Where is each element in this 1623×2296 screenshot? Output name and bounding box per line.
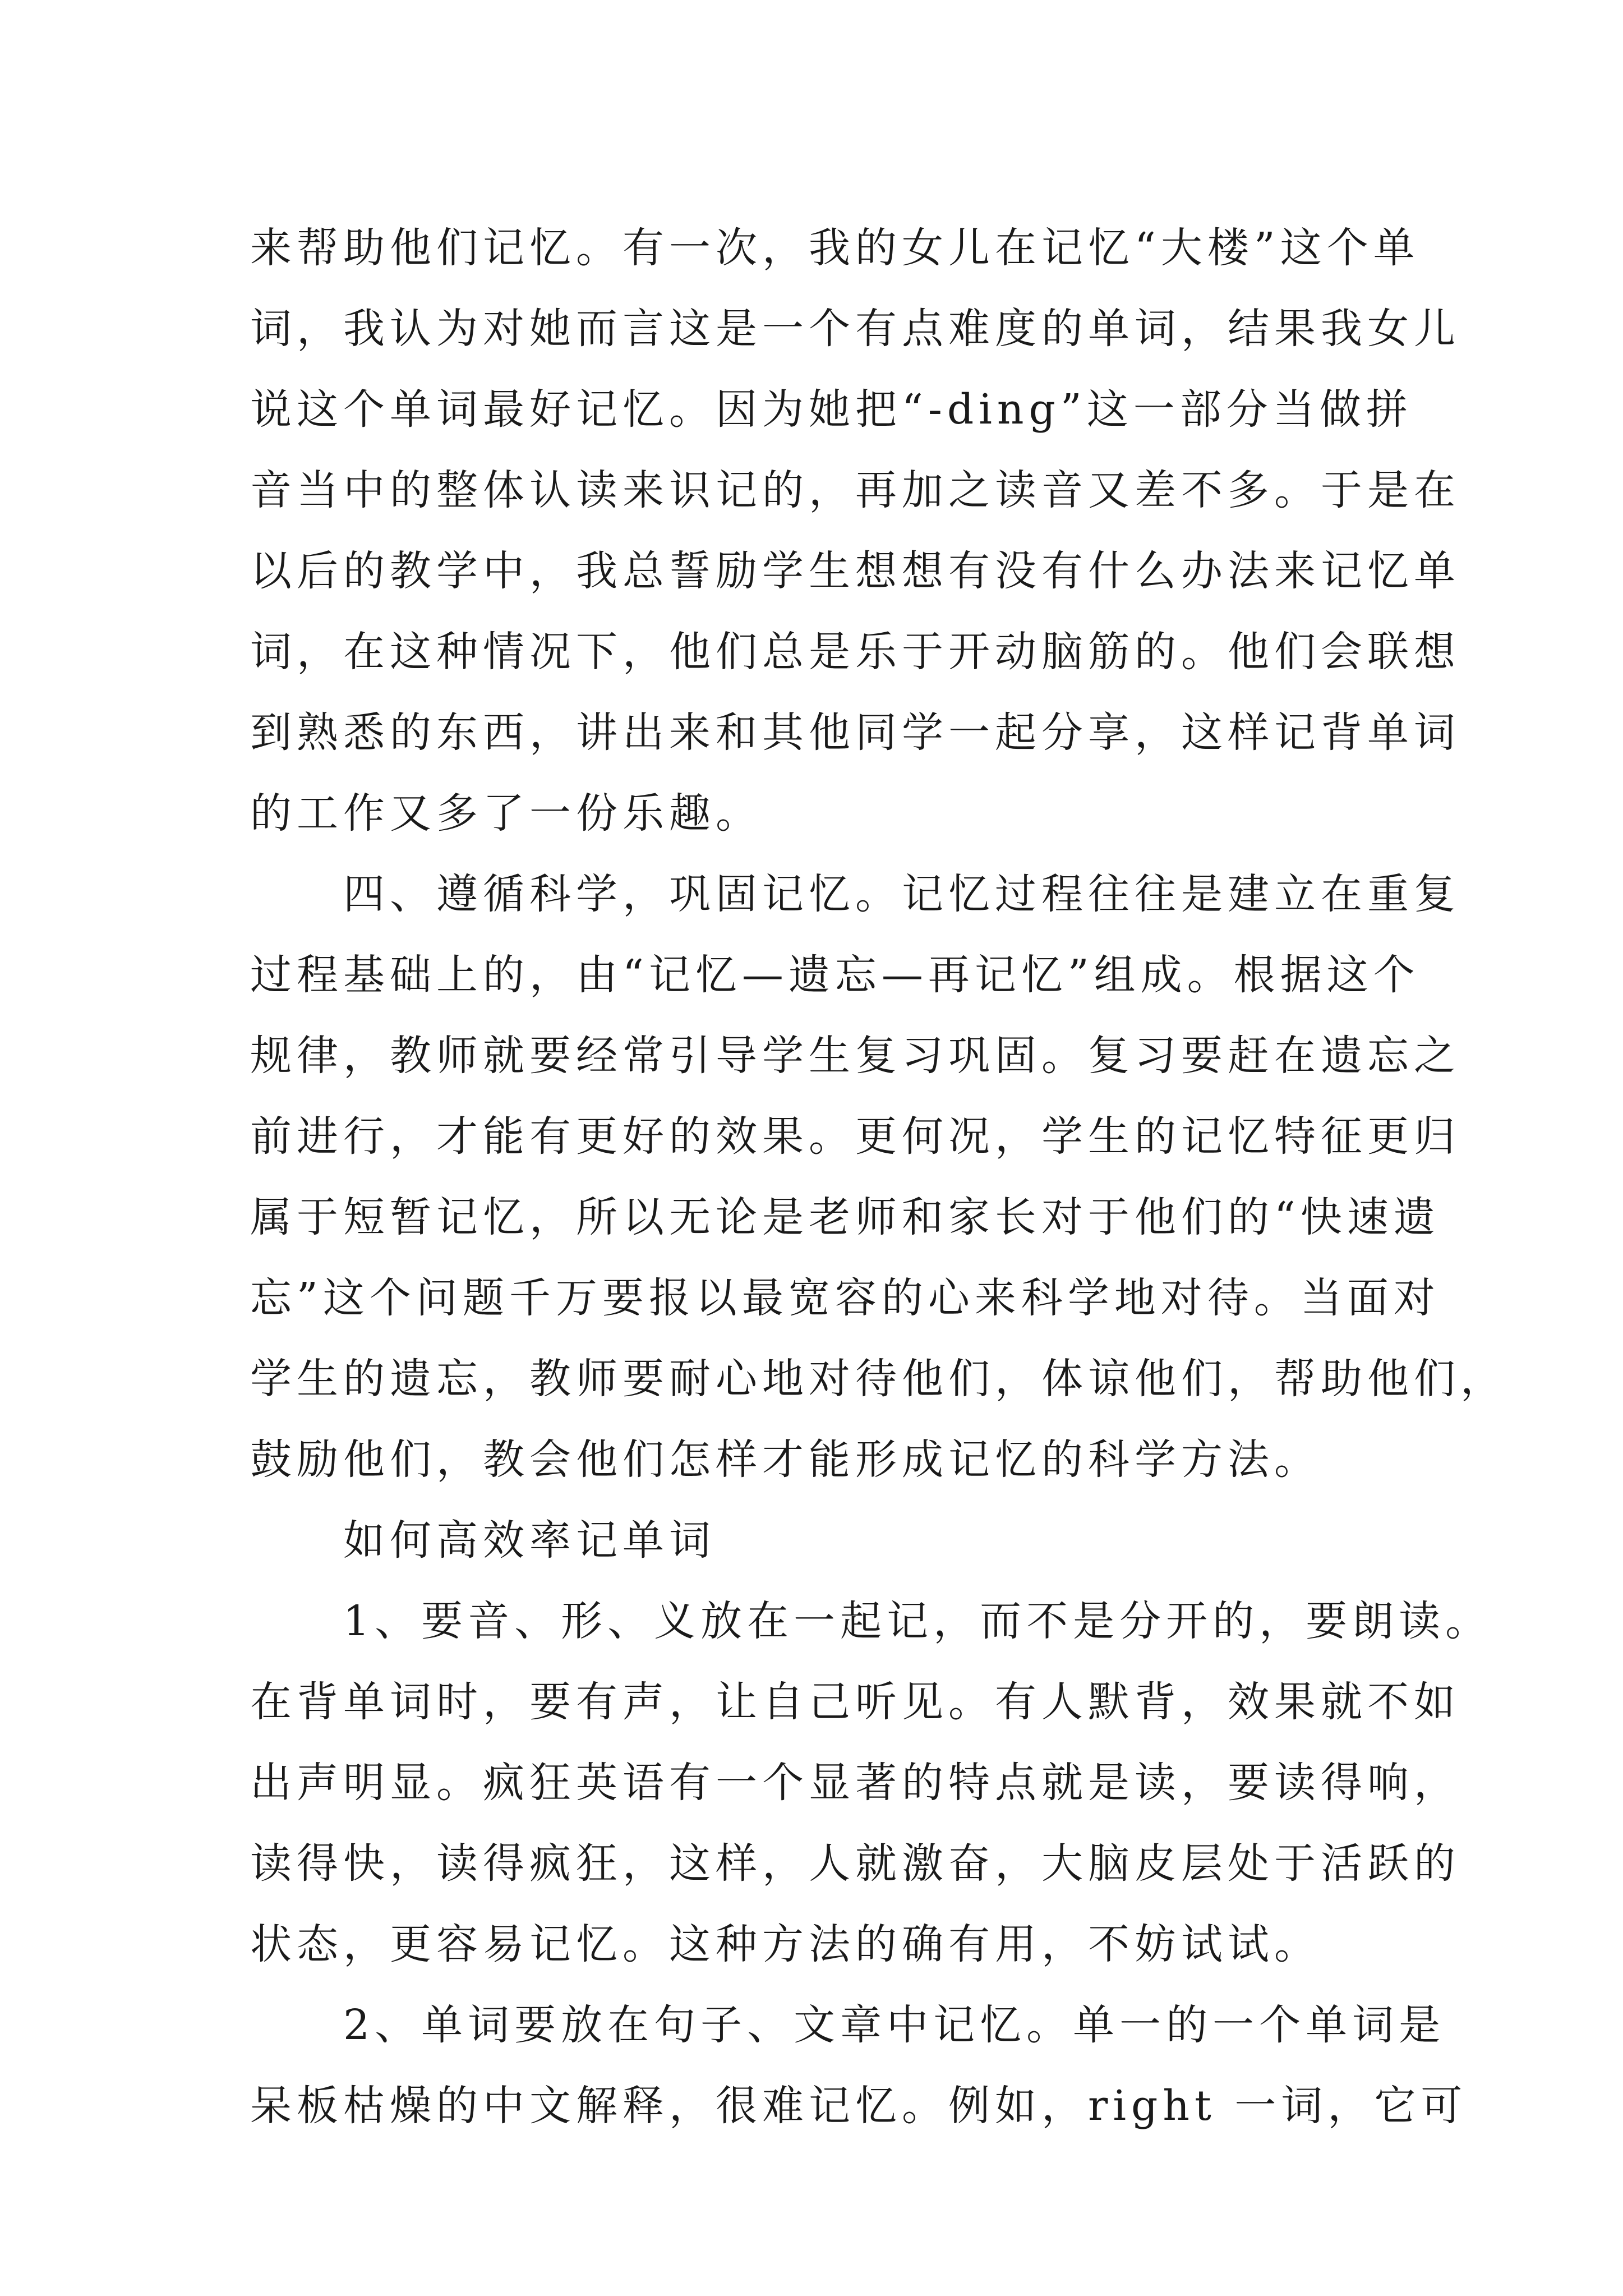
text-line: 音当中的整体认读来识记的，再加之读音又差不多。于是在 (250, 466, 1460, 514)
text-line: 出声明显。疯狂英语有一个显著的特点就是读，要读得响， (250, 1759, 1460, 1807)
text-line: 2、单词要放在句子、文章中记忆。单一的一个单词是 (343, 2001, 1446, 2049)
text-line: 词，在这种情况下，他们总是乐于开动脑筋的。他们会联想 (250, 628, 1460, 676)
text-line: 忘”这个问题千万要报以最宽容的心来科学地对待。当面对 (250, 1274, 1440, 1322)
text-line: 的工作又多了一份乐趣。 (250, 789, 762, 838)
text-line: 在背单词时，要有声，让自己听见。有人默背，效果就不如 (250, 1678, 1460, 1726)
document-body (250, 208, 1507, 2146)
text-line: 前进行，才能有更好的效果。更何况，学生的记忆特征更归 (250, 1112, 1460, 1161)
text-line: 过程基础上的，由“记忆—遗忘—再记忆”组成。根据这个 (250, 951, 1420, 999)
text-line: 四、遵循科学，巩固记忆。记忆过程往往是建立在重复 (343, 870, 1460, 918)
text-line: 以后的教学中，我总誓励学生想想有没有什么办法来记忆单 (250, 547, 1460, 595)
text-line: 读得快，读得疯狂，这样，人就激奋，大脑皮层处于活跃的 (250, 1839, 1460, 1888)
text-line: 说这个单词最好记忆。因为她把“-ding”这一部分当做拼 (250, 385, 1413, 434)
text-line: 规律，教师就要经常引导学生复习巩固。复习要赶在遗忘之 (250, 1032, 1460, 1080)
text-line: 属于短暂记忆，所以无论是老师和家长对于他们的“快速遗 (250, 1193, 1440, 1241)
text-line: 来帮助他们记忆。有一次，我的女儿在记忆“大楼”这个单 (250, 224, 1420, 272)
text-line: 学生的遗忘，教师要耐心地对待他们，体谅他们，帮助他们， (250, 1355, 1507, 1403)
text-line: 1、要音、形、义放在一起记，而不是分开的，要朗读。 (343, 1597, 1492, 1645)
text-line: 词，我认为对她而言这是一个有点难度的单词，结果我女儿 (250, 305, 1460, 353)
text-line: 鼓励他们，教会他们怎样才能形成记忆的科学方法。 (250, 1435, 1321, 1484)
text-line: 到熟悉的东西，讲出来和其他同学一起分享，这样记背单词 (250, 708, 1460, 757)
text-line: 状态，更容易记忆。这种方法的确有用，不妨试试。 (250, 1920, 1321, 1968)
text-line: 如何高效率记单词 (343, 1516, 716, 1565)
text-line: 呆板枯燥的中文解释，很难记忆。例如，right 一词，它可 (250, 2082, 1468, 2130)
